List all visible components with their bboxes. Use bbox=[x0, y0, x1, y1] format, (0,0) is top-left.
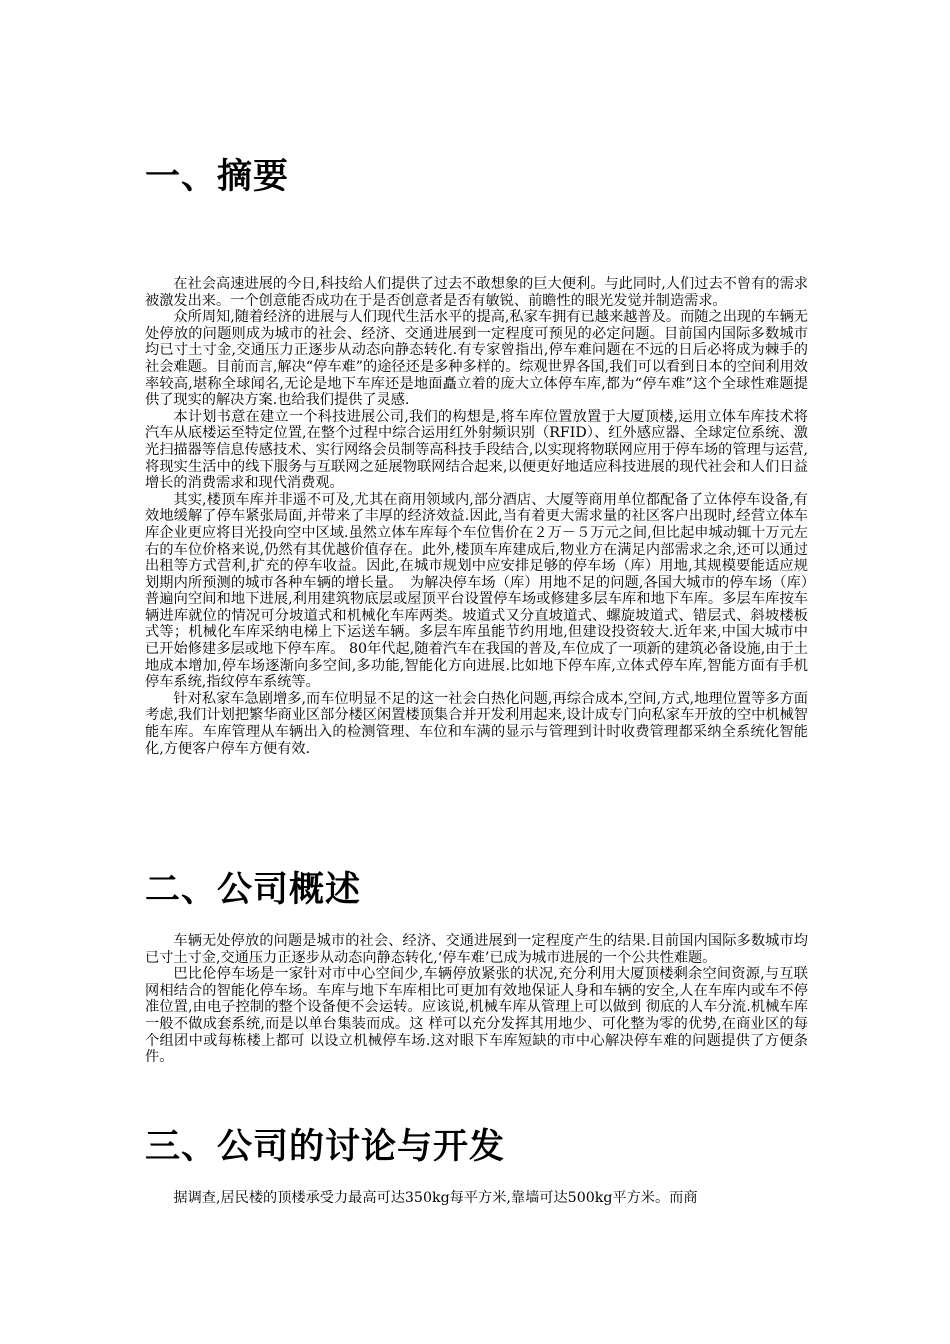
section-body-abstract bbox=[145, 276, 808, 757]
paragraph: 巴比伦停车场是一家针对市中心空间少,车辆停放紧张的状况,充分利用大厦顶楼剩余空间资源,与互联网相结合的智能化停车场。车库与地下车库相比可更加有效地保证人身和车辆的安全,人在车库内或车不停准位置,由电子控制的整个设备便不会运转。应该说,机械车库从管理上可以做到 彻底的人车分流.机械车库一般不做成套系统,而是以单台集装而成。这 样可以充分发挥其用地少、可化整为零的优势,在商业区的每个组团中或每栋楼上都可 以设立机械停车场.这对眼下车库短缺的市中心解决停车难的问题提供了方便条件。 bbox=[145, 966, 808, 1066]
section-heading-abstract: 一、摘要 bbox=[145, 156, 290, 197]
paragraph: 其实,楼顶车库并非遥不可及,尤其在商用领域内,部分酒店、大厦等商用单位都配备了立体停车设备,有效地缓解了停车紧张局面,并带来了丰厚的经济效益.因此,当有着更大需求量的社区客户出现时,经营立体车库企业更应将目光投向空中区域.虽然立体车库每个车位售价在２万－５万元之间,但比起申城动辄十万元左右的车位价格来说,仍然有其优越价值存在。此外,楼顶车库建成后,物业方在满足内部需求之余,还可以通过出租等方式营利,扩充的停车收益。因此,在城市规划中应安排足够的停车场（库）用地,其规模要能适应规划期内所预测的城市各种车辆的增长量。 为解决停车场（库）用地不足的问题,各国大城市的停车场（库）普遍向空间和地下进展,利用建筑物底层或屋顶平台设置停车场或修建多层车库和地下车库。多层车库按车辆进库就位的情况可分坡道式和机械化车库两类。坡道式又分直坡道式、螺旋坡道式、错层式、斜坡楼板式等；机械化车库采纳电梯上下运送车辆。多层车库虽能节约用地,但建设投资较大.近年来,中国大城市中已开始修建多层或地下停车库。 80年代起,随着汽车在我国的普及,车位成了一项新的建筑必备设施,由于土地成本增加,停车场逐渐向多空间,多功能,智能化方向进展.比如地下停车库,立体式停车库,智能方面有手机停车系统,指纹停车系统等。 bbox=[145, 491, 808, 691]
paragraph: 据调查,居民楼的顶楼承受力最高可达350kg每平方米,靠墙可达500kg平方米。而商 bbox=[173, 1190, 698, 1206]
section-heading-company-overview: 二、公司概述 bbox=[145, 869, 362, 910]
section-body-company-overview bbox=[145, 933, 808, 1066]
paragraph: 车辆无处停放的问题是城市的社会、经济、交通进展到一定程度产生的结果.目前国内国际多数城市均已寸土寸金,交通压力正逐步从动态向静态转化,‘停车难’已成为城市进展的一个公共性难题。 bbox=[145, 933, 808, 966]
section-heading-research-development: 三、公司的讨论与开发 bbox=[145, 1126, 506, 1167]
paragraph: 在社会高速进展的今日,科技给人们提供了过去不敢想象的巨大便利。与此同时,人们过去不曾有的需求被激发出来。一个创意能否成功在于是否创意者是否有敏锐、前瞻性的眼光发觉并制造需求。 bbox=[145, 276, 808, 309]
paragraph: 众所周知,随着经济的进展与人们现代生活水平的提高,私家车拥有已越来越普及。而随之出现的车辆无处停放的问题则成为城市的社会、经济、交通进展到一定程度可预见的必定问题。目前国内国际多数城市均已寸土寸金,交通压力正逐步从动态向静态转化.有专家曾指出,停车难问题在不远的日后必将成为棘手的社会难题。目前而言,解决“停车难”的途径还是多种多样的。综观世界各国,我们可以看到日本的空间利用效率较高,堪称全球闻名,无论是地下车库还是地面矗立着的庞大立体停车库,都为“停车难”这个全球性难题提供了现实的解决方案.也给我们提供了灵感. bbox=[145, 309, 808, 409]
section-body-research-development bbox=[145, 1190, 808, 1207]
paragraph: 针对私家车急剧增多,而车位明显不足的这一社会白热化问题,再综合成本,空间,方式,地理位置等多方面考虑,我们计划把繁华商业区部分楼区闲置楼顶集合并开发利用起来,设计成专门向私家车开放的空中机械智能车库。车库管理从车辆出入的检测管理、车位和车满的显示与管理到计时收费管理都采纳全系统化智能化,方便客户停车方便有效. bbox=[145, 690, 808, 757]
paragraph: 本计划书意在建立一个科技进展公司,我们的构想是,将车库位置放置于大厦顶楼,运用立体车库技术将汽车从底楼运至特定位置,在整个过程中综合运用红外射频识别（RFID）、红外感应器、全球定位系统、激光扫描器等信息传感技术、实行网络会员制等高科技手段结合,以实现将物联网应用于停车场的管理与运营,将现实生活中的线下服务与互联网之延展物联网结合起来,以便更好地适应科技进展的现代社会和人们日益增长的消费需求和现代消费观。 bbox=[145, 408, 808, 492]
